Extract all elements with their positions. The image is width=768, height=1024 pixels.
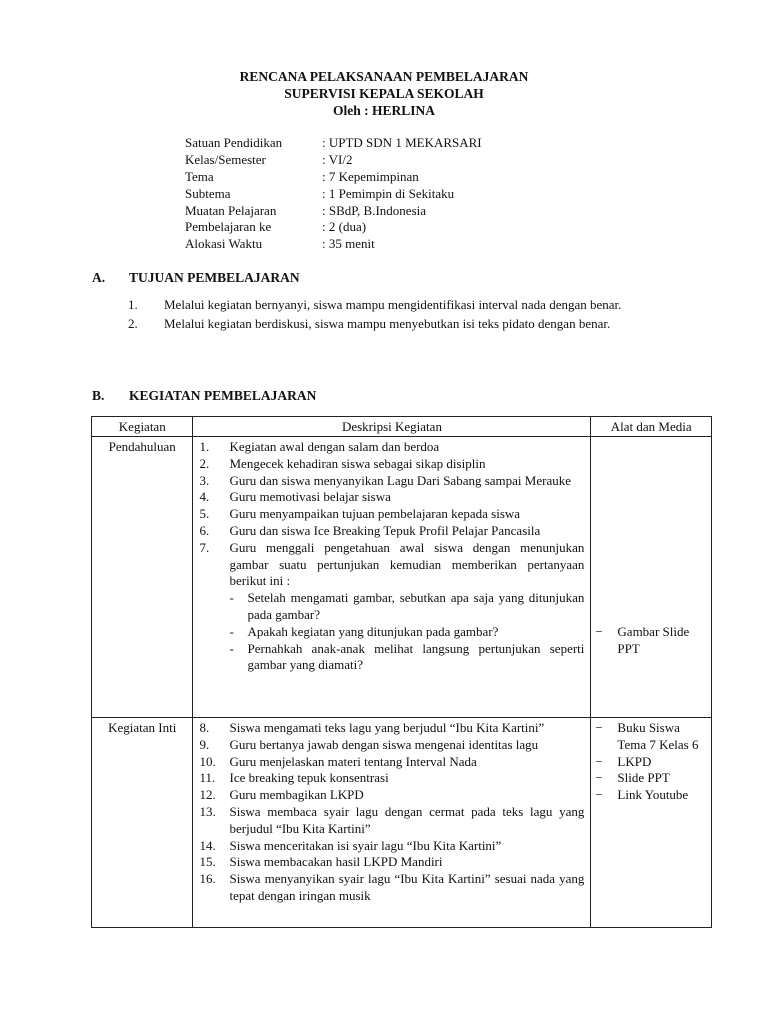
question-text: Setelah mengamati gambar, sebutkan apa saja yang ditunjukan pada gambar? — [247, 590, 585, 622]
doc-title-2: SUPERVISI KEPALA SEKOLAH — [284, 86, 484, 101]
step-text: Kegiatan awal dengan salam dan berdoa — [229, 439, 440, 454]
step-text: Mengecek kehadiran siswa sebagai sikap disiplin — [229, 455, 486, 471]
doc-title-1: RENCANA PELAKSANAAN PEMBELAJARAN — [239, 69, 529, 84]
list-item — [199, 506, 584, 523]
goals-list — [128, 295, 677, 333]
question-item — [199, 624, 584, 641]
info-table — [185, 135, 482, 253]
info-row — [185, 186, 482, 203]
table-header-row — [92, 417, 712, 437]
step-text: Guru menyampaikan tujuan pembelajaran kepada siswa — [229, 506, 521, 522]
section-b-heading — [92, 388, 316, 404]
info-row — [185, 219, 482, 236]
bullet-marker: − — [595, 720, 603, 735]
list-item — [199, 456, 584, 473]
list-item — [199, 540, 584, 590]
step-text: Siswa menceritakan isi syair lagu “Ibu Kita Kartini” — [229, 837, 502, 853]
question-item — [199, 641, 584, 675]
table-row — [92, 718, 712, 928]
dash-marker: - — [229, 640, 234, 656]
info-row — [185, 203, 482, 220]
media-item — [595, 720, 707, 754]
media-text: LKPD — [617, 753, 652, 769]
step-text: Ice breaking tepuk konsentrasi — [229, 770, 389, 786]
list-item — [199, 439, 584, 456]
info-key: Subtema — [185, 185, 231, 201]
question-text: Apakah kegiatan yang ditunjukan pada gambar? — [247, 623, 499, 639]
list-item — [199, 737, 584, 754]
step-number: 6. — [199, 522, 210, 538]
list-item — [199, 787, 584, 804]
question-item — [199, 590, 584, 624]
list-item — [199, 489, 584, 506]
media-item — [595, 787, 707, 804]
bullet-marker: − — [595, 787, 603, 803]
list-item — [199, 871, 584, 905]
step-number: 4. — [199, 489, 210, 505]
step-number: 3. — [199, 472, 210, 488]
step-text: Siswa membaca syair lagu dengan cermat pada teks lagu yang berjudul “Ibu Kita Kartini” — [229, 803, 585, 836]
step-number: 7. — [199, 539, 210, 555]
step-number: 14. — [199, 837, 216, 853]
media-item — [595, 624, 707, 658]
media-cell — [591, 718, 712, 928]
goal-text: Melalui kegiatan bernyanyi, siswa mampu mengidentifikasi interval nada dengan benar. — [164, 297, 622, 312]
steps-cell — [193, 718, 591, 928]
goal-text: Melalui kegiatan berdiskusi, siswa mampu menyebutkan isi teks pidato dengan benar. — [164, 316, 611, 331]
info-value: : 1 Pemimpin di Sekitaku — [322, 185, 455, 201]
header-kegiatan: Kegiatan — [92, 417, 193, 437]
list-item — [199, 838, 584, 855]
dash-marker: - — [229, 623, 234, 639]
info-key: Muatan Pelajaran — [185, 202, 277, 218]
step-number: 11. — [199, 770, 216, 786]
info-key: Pembelajaran ke — [185, 219, 272, 235]
bullet-marker: − — [595, 624, 603, 639]
doc-author: Oleh : HERLINA — [332, 103, 435, 118]
info-value: : SBdP, B.Indonesia — [322, 202, 427, 218]
media-text: Gambar Slide PPT — [617, 624, 690, 656]
goal-number: 1. — [128, 297, 138, 312]
dash-marker: - — [229, 590, 234, 606]
media-text: Link Youtube — [617, 787, 689, 803]
step-number: 1. — [199, 439, 210, 454]
info-key: Satuan Pendidikan — [185, 135, 283, 150]
media-text: Slide PPT — [617, 770, 670, 786]
step-text: Guru dan siswa Ice Breaking Tepuk Profil Pelajar Pancasila — [229, 522, 541, 538]
info-row — [185, 236, 482, 253]
step-text: Siswa menyanyikan syair lagu “Ibu Kita Kartini” sesuai nada yang tepat dengan iringan musik — [229, 871, 585, 903]
bullet-marker: − — [595, 770, 603, 786]
header-deskripsi: Deskripsi Kegiatan — [193, 417, 591, 437]
list-item — [199, 854, 584, 871]
section-letter: B. — [92, 388, 105, 403]
header-media: Alat dan Media — [591, 417, 712, 437]
info-row — [185, 152, 482, 169]
step-text: Guru membagikan LKPD — [229, 787, 364, 803]
info-row — [185, 135, 482, 152]
info-value: : 7 Kepemimpinan — [322, 168, 419, 184]
list-item — [199, 770, 584, 787]
info-value: : 2 (dua) — [322, 219, 367, 235]
activities-table — [91, 416, 712, 928]
section-title: KEGIATAN PEMBELAJARAN — [129, 388, 317, 403]
section-letter: A. — [92, 270, 106, 285]
step-text: Siswa mengamati teks lagu yang berjudul “Ibu Kita Kartini” — [229, 720, 545, 735]
info-value: : UPTD SDN 1 MEKARSARI — [322, 135, 482, 150]
list-item — [199, 523, 584, 540]
step-number: 8. — [199, 720, 210, 735]
step-text: Siswa membacakan hasil LKPD Mandiri — [229, 854, 443, 870]
list-item — [199, 720, 584, 737]
list-item — [199, 754, 584, 771]
goal-number: 2. — [128, 316, 138, 331]
info-value: : 35 menit — [322, 236, 375, 252]
step-text: Guru menjelaskan materi tentang Interval Nada — [229, 753, 477, 769]
steps-cell — [193, 437, 591, 718]
step-number: 13. — [199, 803, 216, 819]
step-number: 15. — [199, 854, 216, 870]
goal-item — [128, 295, 677, 314]
step-text: Guru memotivasi belajar siswa — [229, 489, 391, 505]
goal-item — [128, 314, 677, 333]
step-number: 9. — [199, 736, 210, 752]
section-a-heading — [92, 270, 300, 286]
media-item — [595, 770, 707, 787]
table-row — [92, 437, 712, 718]
phase-label: Kegiatan Inti — [92, 718, 193, 928]
info-key: Alokasi Waktu — [185, 236, 263, 252]
media-item — [595, 754, 707, 771]
section-title: TUJUAN PEMBELAJARAN — [129, 270, 300, 285]
step-number: 16. — [199, 871, 216, 887]
step-number: 12. — [199, 787, 216, 803]
list-item — [199, 804, 584, 838]
info-row — [185, 169, 482, 186]
info-key: Tema — [185, 168, 214, 184]
step-text: Guru bertanya jawab dengan siswa mengenai identitas lagu — [229, 736, 539, 752]
step-number: 2. — [199, 455, 210, 471]
phase-label: Pendahuluan — [92, 437, 193, 718]
list-item — [199, 473, 584, 490]
info-key: Kelas/Semester — [185, 151, 266, 167]
step-number: 5. — [199, 506, 210, 522]
info-value: : VI/2 — [322, 151, 353, 167]
media-cell — [591, 437, 712, 718]
step-text: Guru dan siswa menyanyikan Lagu Dari Sabang sampai Merauke — [229, 472, 571, 488]
bullet-marker: − — [595, 753, 603, 769]
question-text: Pernahkah anak-anak melihat langsung pertunjukan seperti gambar yang diamati? — [247, 640, 585, 673]
step-number: 10. — [199, 753, 216, 769]
step-text: Guru menggali pengetahuan awal siswa dengan menunjukan gambar suatu pertunjukan kemudian memberikan pertanyaan berikut ini : — [229, 539, 585, 589]
media-text: Buku Siswa Tema 7 Kelas 6 — [617, 720, 699, 752]
